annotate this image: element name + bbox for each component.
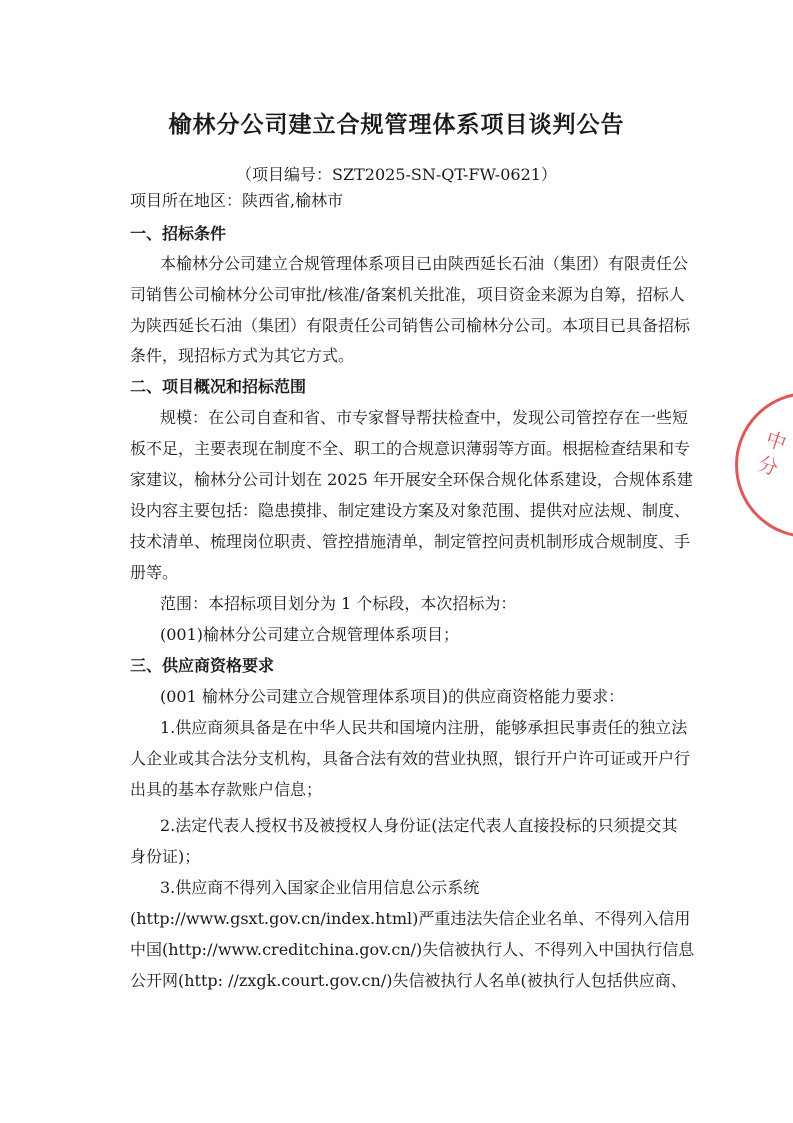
section2-lot-line: (001)榆林分公司建立合规管理体系项目； — [160, 625, 460, 644]
section2-scale-line: 设内容主要包括：隐患摸排、制定建设方案及对象范围、提供对应法规、制度、 — [130, 501, 691, 520]
section1-line: 司销售公司榆林分公司审批/核准/备案机关批准，项目资金来源为自筹，招标人 — [130, 285, 685, 304]
section3-item1-line: 出具的基本存款账户信息； — [130, 780, 323, 799]
section2-heading: 二、项目概况和招标范围 — [130, 377, 307, 396]
section2-scale-line: 家建议，榆林分公司计划在 2025 年开展安全环保合规化体系建设，合规体系建 — [130, 470, 693, 489]
document-title: 榆林分公司建立合规管理体系项目谈判公告 — [168, 112, 625, 138]
section1-line: 本榆林分公司建立合规管理体系项目已由陕西延长石油（集团）有限责任公 — [160, 254, 689, 273]
section3-item3-line: (http://www.gsxt.gov.cn/index.html)严重违法失信企业名单、不得列入信用 — [130, 909, 691, 928]
section2-scale-line: 规模：在公司自查和省、市专家督导帮扶检查中，发现公司管控存在一些短 — [160, 408, 689, 427]
section2-scale-line: 板不足，主要表现在制度不全、职工的合规意识薄弱等方面。根据检查结果和专 — [130, 439, 691, 458]
section3-item2-line: 身份证)； — [130, 847, 201, 866]
seal-char: 中 — [762, 426, 790, 456]
section3-item2-line: 2.法定代表人授权书及被授权人身份证(法定代表人直接投标的只须提交其 — [160, 816, 678, 835]
section3-item1-line: 1.供应商须具备是在中华人民共和国境内注册，能够承担民事责任的独立法 — [160, 718, 688, 737]
section3-item3-line: 中国(http://www.creditchina.gov.cn/)失信被执行人、不得列入中国执行信息 — [130, 940, 695, 959]
seal-char: 分 — [754, 451, 782, 481]
section3-item3-line: 3.供应商不得列入国家企业信用信息公示系统 — [160, 878, 480, 897]
section2-scope-line: 范围：本招标项目划分为 1 个标段，本次招标为： — [160, 594, 517, 613]
section1-line: 条件，现招标方式为其它方式。 — [130, 346, 355, 365]
section3-item1-line: 人企业或其合法分支机构，具备合法有效的营业执照，银行开户许可证或开户行 — [130, 749, 691, 768]
section2-scale-line: 技术清单、梳理岗位职责、管控措施清单，制定管控问责机制形成合规制度、手 — [130, 532, 691, 551]
project-number: （项目编号：SZT2025-SN-QT-FW-0621） — [236, 165, 557, 184]
project-location: 项目所在地区：陕西省,榆林市 — [130, 191, 344, 210]
section2-scale-line: 册等。 — [130, 563, 179, 582]
section1-line: 为陕西延长石油（集团）有限责任公司销售公司榆林分公司。本项目已具备招标 — [130, 316, 691, 335]
section3-heading: 三、供应商资格要求 — [130, 656, 275, 675]
section1-heading: 一、招标条件 — [130, 224, 227, 243]
section3-item3-line: 公开网(http: //zxgk.court.gov.cn/)失信被执行人名单(被执行人包括供应商、 — [130, 971, 687, 990]
section3-intro: (001 榆林分公司建立合规管理体系项目)的供应商资格能力要求： — [160, 687, 625, 706]
